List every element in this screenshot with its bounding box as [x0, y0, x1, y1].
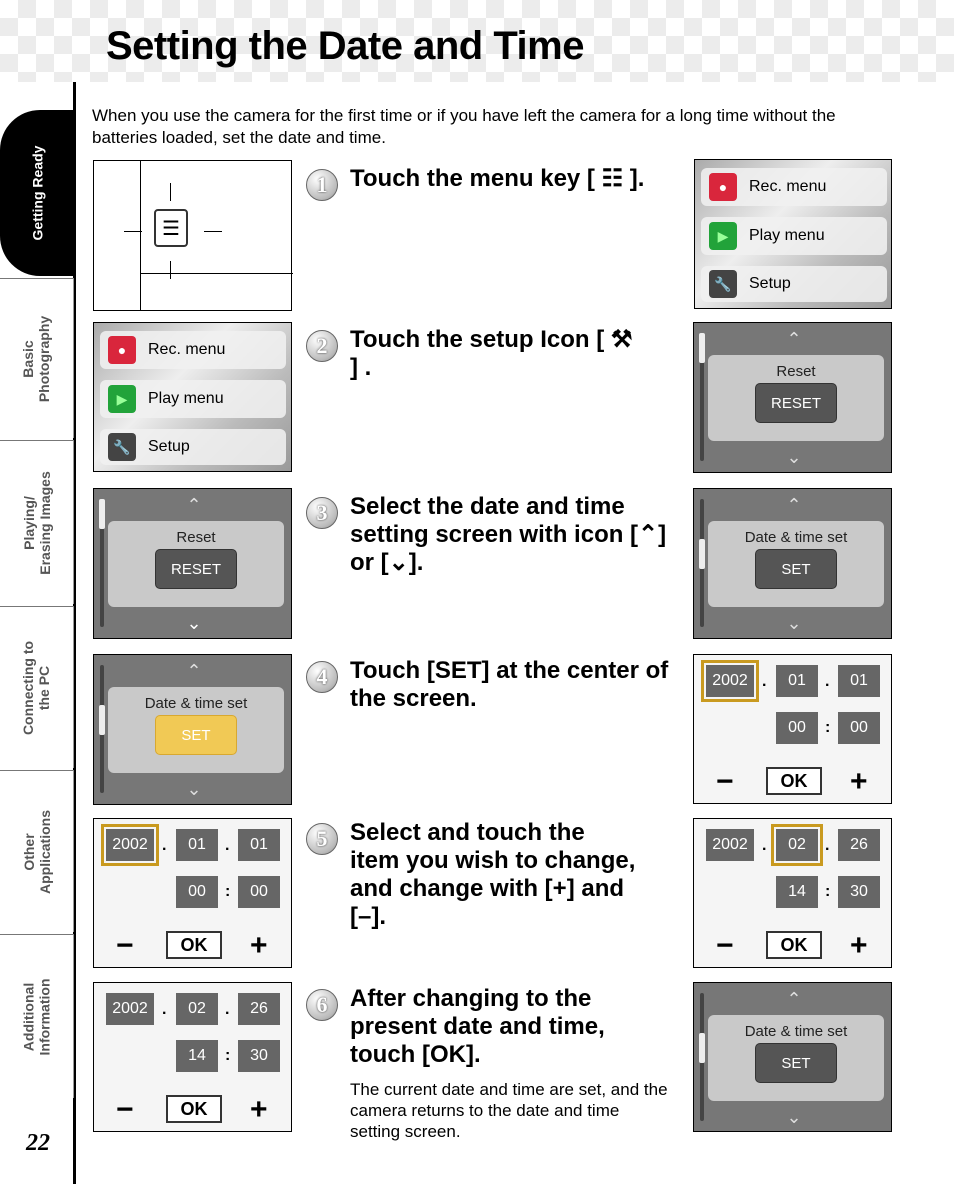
up-arrow-icon[interactable]: ⌃: [786, 495, 802, 515]
hour-field[interactable]: 14: [776, 876, 818, 908]
date-time-edit-screen-initial: [93, 818, 292, 968]
date-time-set-screen-touch: [93, 654, 292, 805]
date-time-edit-screen-ok: [93, 982, 292, 1132]
play-icon: ▶: [108, 385, 136, 413]
tab-label: Playing/ Erasing Images: [20, 470, 53, 575]
minute-field[interactable]: 30: [238, 1040, 280, 1072]
year-field[interactable]: 2002: [106, 829, 154, 861]
month-field[interactable]: 02: [176, 993, 218, 1025]
day-field[interactable]: 01: [238, 829, 280, 861]
date-time-edit-screen-changed: [693, 818, 892, 968]
play-menu-label: Play menu: [148, 390, 224, 407]
date-time-panel: [708, 1015, 884, 1101]
date-separator: .: [762, 673, 767, 690]
month-field[interactable]: 01: [776, 665, 818, 697]
date-time-label: Date & time set: [744, 1023, 848, 1040]
day-field[interactable]: 26: [838, 829, 880, 861]
tab-label: Getting Ready: [29, 145, 45, 241]
tab-label: Other Applications: [20, 809, 53, 894]
reset-panel: [708, 355, 884, 441]
setup-menu-item[interactable]: [701, 266, 887, 302]
step-number-4: 4: [306, 661, 338, 693]
play-menu-label: Play menu: [749, 227, 825, 244]
time-separator: :: [825, 719, 831, 736]
hour-field[interactable]: 00: [176, 876, 218, 908]
menu-key-icon[interactable]: ☰: [154, 209, 188, 247]
scrollbar[interactable]: [700, 993, 704, 1121]
reset-label: Reset: [176, 529, 216, 546]
setup-menu-label: Setup: [749, 275, 791, 292]
date-time-set-screen: [693, 488, 892, 639]
day-field[interactable]: 26: [238, 993, 280, 1025]
set-button-highlighted[interactable]: SET: [155, 715, 237, 755]
ok-button[interactable]: OK: [766, 767, 822, 795]
reset-button[interactable]: RESET: [755, 383, 837, 423]
tab-other-applications[interactable]: [0, 770, 74, 932]
date-separator: .: [825, 837, 830, 854]
reset-screen: [693, 322, 892, 473]
step-6-text: After changing to the present date and time, touch [OK].: [350, 985, 605, 1068]
time-separator: :: [225, 883, 231, 900]
camera-icon: ●: [108, 336, 136, 364]
ok-button[interactable]: OK: [166, 931, 222, 959]
rec-menu-label: Rec. menu: [148, 341, 226, 358]
up-arrow-icon[interactable]: ⌃: [786, 329, 802, 349]
time-separator: :: [225, 1047, 231, 1064]
ok-button[interactable]: OK: [166, 1095, 222, 1123]
minute-field[interactable]: 30: [838, 876, 880, 908]
intro-text: When you use the camera for the first time or if you have left the camera for a long time without the batteries loaded, set the date and time.: [92, 106, 836, 147]
date-separator: .: [162, 1001, 167, 1018]
plus-button[interactable]: +: [250, 929, 268, 962]
minute-field[interactable]: 00: [238, 876, 280, 908]
up-arrow-icon[interactable]: ⌃: [186, 661, 202, 681]
camera-body-illustration: [93, 160, 292, 311]
step-3: [306, 493, 680, 577]
scrollbar[interactable]: [100, 499, 104, 627]
plus-button[interactable]: +: [250, 1093, 268, 1126]
down-arrow-icon[interactable]: ⌄: [786, 447, 802, 467]
set-button[interactable]: SET: [755, 549, 837, 589]
up-arrow-icon[interactable]: ⌃: [186, 495, 202, 515]
wrench-icon: 🔧: [709, 270, 737, 298]
tab-label: Connecting to the PC: [20, 640, 53, 735]
menu-screen-setup-touch: [93, 322, 292, 472]
step-1: [306, 165, 680, 201]
step-number-3: 3: [306, 497, 338, 529]
date-time-label: Date & time set: [144, 695, 248, 712]
step-number-2: 2: [306, 330, 338, 362]
scrollbar[interactable]: [100, 665, 104, 793]
month-field[interactable]: 02: [776, 829, 818, 861]
step-5: [306, 819, 640, 931]
date-time-label: Date & time set: [744, 529, 848, 546]
tab-additional-information[interactable]: [0, 934, 74, 1098]
date-separator: .: [762, 837, 767, 854]
plus-button[interactable]: +: [850, 929, 868, 962]
scrollbar[interactable]: [700, 333, 704, 461]
play-menu-item[interactable]: [701, 217, 887, 255]
day-field[interactable]: 01: [838, 665, 880, 697]
step-6-subtext: The current date and time are set, and the camera returns to the date and time setting screen.: [350, 1080, 668, 1141]
minus-button[interactable]: −: [116, 929, 134, 962]
step-number-1: 1: [306, 169, 338, 201]
step-4: [306, 657, 680, 713]
page-number: 22: [26, 1130, 50, 1156]
date-separator: .: [225, 837, 230, 854]
rec-menu-item[interactable]: [100, 331, 286, 369]
setup-menu-item[interactable]: [100, 429, 286, 465]
hour-field[interactable]: 00: [776, 712, 818, 744]
reset-screen-down-touch: [93, 488, 292, 639]
minute-field[interactable]: 00: [838, 712, 880, 744]
month-field[interactable]: 01: [176, 829, 218, 861]
step-2-text: Touch the setup Icon [ ⚒ ] .: [350, 326, 633, 381]
date-time-panel: [708, 521, 884, 607]
tab-label: Basic Photography: [20, 315, 53, 402]
hour-field[interactable]: 14: [176, 1040, 218, 1072]
step-3-text: Select the date and time setting screen with icon [⌃] or [⌄].: [350, 493, 667, 576]
play-icon: ▶: [709, 222, 737, 250]
date-time-set-screen-final: [693, 982, 892, 1132]
minus-button[interactable]: −: [116, 1093, 134, 1126]
step-2: [306, 326, 640, 382]
reset-label: Reset: [776, 363, 816, 380]
date-separator: .: [225, 1001, 230, 1018]
tab-getting-ready[interactable]: [0, 110, 74, 276]
step-5-text: Select and touch the item you wish to change, and change with [+] and [–].: [350, 819, 636, 930]
set-button[interactable]: SET: [755, 1043, 837, 1083]
down-arrow-icon[interactable]: ⌄: [186, 613, 202, 633]
tab-playing-erasing[interactable]: [0, 440, 74, 604]
minus-button[interactable]: −: [716, 929, 734, 962]
page-title: Setting the Date and Time: [106, 24, 584, 68]
year-field[interactable]: 2002: [706, 665, 754, 697]
reset-panel: [108, 521, 284, 607]
down-arrow-icon[interactable]: ⌄: [786, 1107, 802, 1127]
minus-button[interactable]: −: [716, 765, 734, 798]
rec-menu-label: Rec. menu: [749, 178, 827, 195]
tab-connecting-pc[interactable]: [0, 606, 74, 768]
step-number-5: 5: [306, 823, 338, 855]
date-separator: .: [825, 673, 830, 690]
camera-icon: ●: [709, 173, 737, 201]
wrench-icon: 🔧: [108, 433, 136, 461]
setup-menu-label: Setup: [148, 438, 190, 455]
date-time-panel: [108, 687, 284, 773]
step-number-6: 6: [306, 989, 338, 1021]
down-arrow-icon[interactable]: ⌄: [186, 779, 202, 799]
plus-button[interactable]: +: [850, 765, 868, 798]
menu-screen: [694, 159, 892, 309]
play-menu-item[interactable]: [100, 380, 286, 418]
time-separator: :: [825, 883, 831, 900]
rec-menu-item[interactable]: [701, 168, 887, 206]
up-arrow-icon[interactable]: ⌃: [786, 989, 802, 1009]
step-4-text: Touch [SET] at the center of the screen.: [350, 657, 669, 712]
date-separator: .: [162, 837, 167, 854]
date-time-edit-screen: [693, 654, 892, 804]
year-field[interactable]: 2002: [706, 829, 754, 861]
down-arrow-icon[interactable]: ⌄: [786, 613, 802, 633]
reset-button[interactable]: RESET: [155, 549, 237, 589]
tab-label: Additional Information: [20, 978, 53, 1055]
ok-button[interactable]: OK: [766, 931, 822, 959]
scrollbar[interactable]: [700, 499, 704, 627]
step-6: [306, 985, 670, 1142]
tab-basic-photography[interactable]: [0, 278, 74, 438]
year-field[interactable]: 2002: [106, 993, 154, 1025]
step-1-text: Touch the menu key [ ☷ ].: [350, 165, 645, 192]
